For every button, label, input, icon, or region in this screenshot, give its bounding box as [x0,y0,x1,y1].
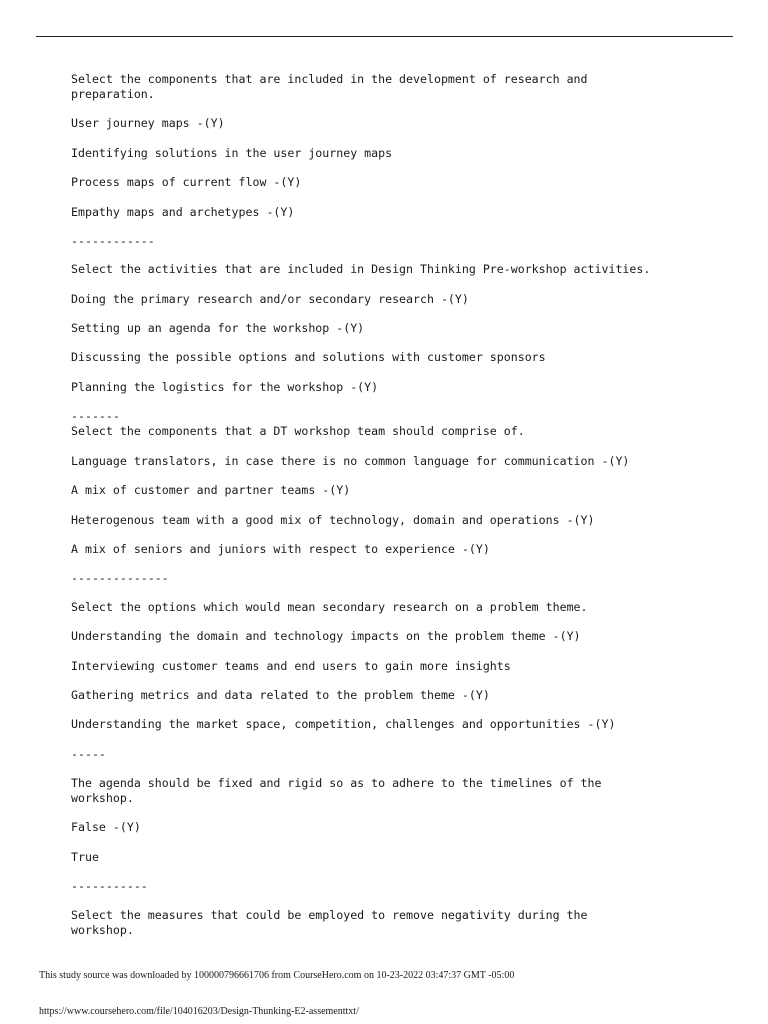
question-text: The agenda should be fixed and rigid so as to adhere to the timelines of the [71,776,602,790]
answer-option: Identifying solutions in the user journey maps [71,146,393,160]
section-separator: ------------ [71,234,155,248]
answer-option: Doing the primary research and/or secondary research -(Y) [71,292,469,306]
answer-option: Planning the logistics for the workshop -(Y) [71,380,379,394]
answer-option: Understanding the domain and technology impacts on the problem theme -(Y) [71,629,581,643]
question-text: Select the activities that are included in Design Thinking Pre-workshop activities. [71,262,651,276]
download-notice: This study source was downloaded by 100000796661706 from CourseHero.com on 10-23-2022 03:47:37 GMT -05:00 [39,970,515,981]
question-text: Select the measures that could be employed to remove negativity during the [71,908,588,922]
question-text: Select the components that are included in the development of research and [71,72,588,86]
answer-option: False -(Y) [71,820,141,834]
top-divider [36,36,733,37]
answer-option: A mix of customer and partner teams -(Y) [71,483,351,497]
answer-option: Empathy maps and archetypes -(Y) [71,205,295,219]
answer-option: Heterogenous team with a good mix of technology, domain and operations -(Y) [71,513,595,527]
answer-option: A mix of seniors and juniors with respect to experience -(Y) [71,542,490,556]
answer-option: Process maps of current flow -(Y) [71,175,302,189]
source-url[interactable]: https://www.coursehero.com/file/104016203/Design-Thunking-E2-assementtxt/ [39,1006,359,1017]
question-text: workshop. [71,791,134,805]
answer-option: Interviewing customer teams and end users to gain more insights [71,659,511,673]
answer-option: Understanding the market space, competition, challenges and opportunities -(Y) [71,717,616,731]
answer-option: Gathering metrics and data related to the problem theme -(Y) [71,688,490,702]
section-separator: ------- [71,409,120,423]
answer-option: Discussing the possible options and solutions with customer sponsors [71,350,546,364]
answer-option: True [71,850,99,864]
question-text: Select the options which would mean secondary research on a problem theme. [71,600,588,614]
answer-option: User journey maps -(Y) [71,116,225,130]
question-text: workshop. [71,923,134,937]
answer-option: Language translators, in case there is no common language for communication -(Y) [71,454,630,468]
section-separator: ----- [71,747,106,761]
answer-option: Setting up an agenda for the workshop -(Y) [71,321,365,335]
question-text: Select the components that a DT workshop team should comprise of. [71,424,525,438]
section-separator: ----------- [71,879,148,893]
question-text: preparation. [71,87,155,101]
section-separator: -------------- [71,571,169,585]
